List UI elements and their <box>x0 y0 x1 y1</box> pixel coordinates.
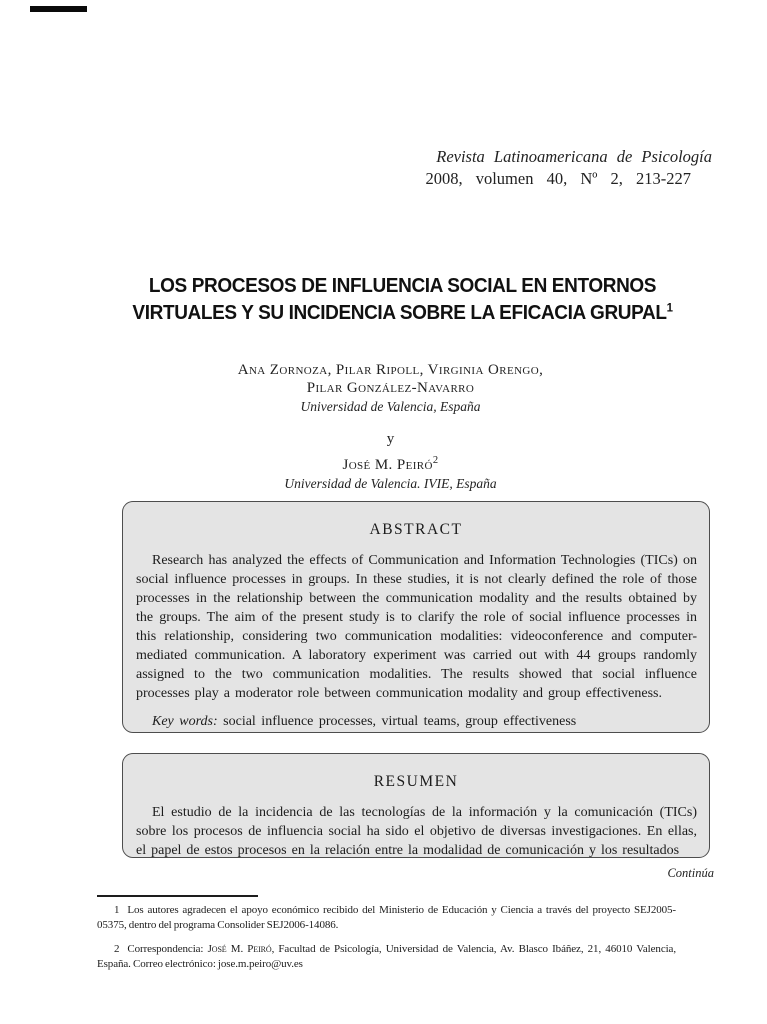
affiliation-2: Universidad de Valencia. IVIE, España <box>284 476 497 491</box>
author-names-line1: Ana Zornoza, Pilar Ripoll, Virginia Orengo, <box>237 362 544 378</box>
footnote-2-author-name: José M. Peiró <box>207 943 272 955</box>
resumen-text: El estudio de la incidencia de las tecnologías de la información y la comunicación (TICs) sobre los procesos de influencia social ha sido el objetivo de diversas investigaciones. En ellas, el papel de estos procesos en la relación entre la modalidad de comunicación y los resultados <box>136 805 697 858</box>
authors-block <box>83 362 698 491</box>
footnote-2-rest: , Facultad de Psicología, Universidad de Valencia, Av. Blasco Ibáñez, 21, 46010 Valencia, España. Correo electrónico: jose.m.peiro@uv.es <box>97 943 676 970</box>
footnote-2-prefix: Correspondencia: <box>127 943 208 955</box>
footnotes <box>97 903 676 972</box>
title-footnote-ref: 1 <box>666 300 673 315</box>
keywords-text: social influence processes, virtual teams, group effectiveness <box>217 714 577 729</box>
continua-label: Continúa <box>667 866 714 880</box>
author-2: José M. Peiró$^2$ <box>342 455 439 473</box>
article-title-line1: LOS PROCESOS DE INFLUENCIA SOCIAL EN ENTORNOS <box>148 275 657 297</box>
author-names-line2: Pilar González-Navarro <box>306 379 475 396</box>
footnote-1 <box>97 903 676 933</box>
abstract-heading: ABSTRACT <box>369 521 463 538</box>
journal-name: Revista Latinoamericana de Psicología <box>436 147 712 166</box>
resumen-heading: RESUMEN <box>373 773 459 790</box>
journal-issue-info: 2008, volumen 40, Nº 2, 213-227 <box>425 168 691 188</box>
author-connector: y <box>386 431 395 447</box>
abstract-text: Research has analyzed the effects of Communication and Information Technologies (TICs) on social influence processes in groups. In these studies, it is not clearly defined the role of those processes in the relationship between the communication modality and the results obtained by the groups. The aim of the present study is to clarify the role of social influence processes in this relationship, considering two communication modalities: videoconference and computer-mediated communication. A laboratory experiment was carried out with 44 groups randomly assigned to the two communication modalities. The results showed that social influence processes play a moderator role between communication modality and group effectiveness. <box>136 553 697 701</box>
keywords-line <box>136 714 697 730</box>
keywords-label: Key words: <box>152 714 218 729</box>
abstract-box <box>122 501 710 733</box>
article-title-line2: VIRTUALES Y SU INCIDENCIA SOBRE LA EFICACIA GRUPAL$^1$ <box>132 300 673 324</box>
article-title <box>110 273 694 327</box>
scan-artifact-mark <box>30 6 87 12</box>
author-footnote-ref: 2 <box>432 455 439 466</box>
footnote-1-text: Los autores agradecen el apoyo económico recibido del Ministerio de Educación y Ciencia a través del proyecto SEJ2005-05375, dentro del programa Consolider SEJ2006-14086. <box>97 904 676 931</box>
footnote-2-number: 2 <box>114 943 120 955</box>
affiliation-1: Universidad de Valencia, España <box>300 399 481 414</box>
journal-header <box>425 146 712 189</box>
footnote-1-number: 1 <box>114 904 120 916</box>
footnote-2 <box>97 942 676 972</box>
resumen-box <box>122 753 710 858</box>
footnote-separator <box>97 895 258 897</box>
